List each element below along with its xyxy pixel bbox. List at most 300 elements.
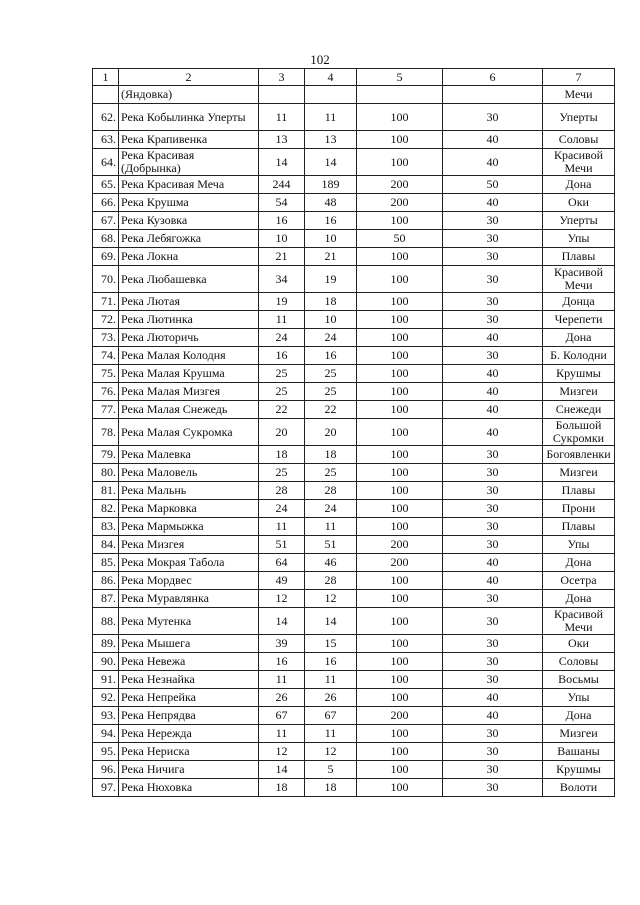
column-header: 4: [305, 69, 357, 86]
river-name: Река Мутенка: [119, 608, 259, 635]
river-mouth: Богоявленки: [543, 446, 615, 464]
cell-col6: 30: [443, 230, 543, 248]
cell-col4: 28: [305, 482, 357, 500]
row-number: 71.: [93, 293, 119, 311]
river-name: Река Невежа: [119, 653, 259, 671]
river-name: Река Малая Колодня: [119, 347, 259, 365]
cell-col6: 30: [443, 446, 543, 464]
cell-col4: 16: [305, 653, 357, 671]
cell-col4: 24: [305, 329, 357, 347]
cell-col3: 25: [259, 383, 305, 401]
row-number: 72.: [93, 311, 119, 329]
cell-col5: 100: [357, 608, 443, 635]
cell-col3: 16: [259, 212, 305, 230]
cell-col3: 13: [259, 131, 305, 149]
river-name: Река Непрейка: [119, 689, 259, 707]
cell-col6: 30: [443, 725, 543, 743]
river-mouth: Плавы: [543, 518, 615, 536]
river-mouth: Оки: [543, 635, 615, 653]
row-number: 68.: [93, 230, 119, 248]
row-number: 75.: [93, 365, 119, 383]
row-number: 73.: [93, 329, 119, 347]
row-number: 80.: [93, 464, 119, 482]
cell-col4: 24: [305, 500, 357, 518]
cell-col5: 100: [357, 464, 443, 482]
river-mouth: Оки: [543, 194, 615, 212]
cell-col6: 30: [443, 635, 543, 653]
river-name: Река Малая Снежедь: [119, 401, 259, 419]
row-number: 83.: [93, 518, 119, 536]
cell-col4: 14: [305, 608, 357, 635]
table-row: [93, 293, 615, 311]
cell-col6: 30: [443, 266, 543, 293]
table-row: [93, 653, 615, 671]
river-name: Река Незнайка: [119, 671, 259, 689]
river-mouth: Красивой Мечи: [543, 608, 615, 635]
table-row: [93, 482, 615, 500]
cell-col3: 22: [259, 401, 305, 419]
cell-col3: 28: [259, 482, 305, 500]
continuation-row: [93, 86, 615, 104]
river-name: Река Мышега: [119, 635, 259, 653]
river-name: Река Нережда: [119, 725, 259, 743]
header-row: [93, 69, 615, 86]
river-mouth: Плавы: [543, 248, 615, 266]
cell-col4: 22: [305, 401, 357, 419]
cell-col4: 18: [305, 446, 357, 464]
cell-col5: 100: [357, 419, 443, 446]
river-name: (Яндовка): [119, 86, 259, 104]
row-number: 92.: [93, 689, 119, 707]
river-mouth: Упы: [543, 230, 615, 248]
river-mouth: Дона: [543, 554, 615, 572]
river-mouth: Мизгеи: [543, 383, 615, 401]
cell-col4: 21: [305, 248, 357, 266]
river-name: Река Кузовка: [119, 212, 259, 230]
cell-col5: 100: [357, 725, 443, 743]
river-mouth: Плавы: [543, 482, 615, 500]
cell-col6: 40: [443, 131, 543, 149]
cell-col5: 200: [357, 707, 443, 725]
river-mouth: Соловы: [543, 131, 615, 149]
cell-col6: 40: [443, 194, 543, 212]
river-mouth: Мизгеи: [543, 725, 615, 743]
row-number: 82.: [93, 500, 119, 518]
row-number: 62.: [93, 104, 119, 131]
cell-col6: 30: [443, 482, 543, 500]
cell-col6: 30: [443, 518, 543, 536]
row-number: 66.: [93, 194, 119, 212]
cell-col5: 100: [357, 131, 443, 149]
cell-col6: 40: [443, 329, 543, 347]
cell-col6: 30: [443, 293, 543, 311]
table-row: [93, 689, 615, 707]
cell-col5: 100: [357, 653, 443, 671]
cell-col6: 40: [443, 365, 543, 383]
cell-col4: 189: [305, 176, 357, 194]
river-mouth: Волоти: [543, 779, 615, 797]
cell-col3: 24: [259, 500, 305, 518]
cell-col6: 40: [443, 572, 543, 590]
row-number: 93.: [93, 707, 119, 725]
river-name: Река Марковка: [119, 500, 259, 518]
cell-col3: 16: [259, 653, 305, 671]
river-mouth: Черепети: [543, 311, 615, 329]
cell-col6: 30: [443, 311, 543, 329]
table-row: [93, 248, 615, 266]
row-number: 87.: [93, 590, 119, 608]
table-body: [93, 86, 615, 797]
cell-col5: 100: [357, 365, 443, 383]
table-row: [93, 104, 615, 131]
cell-col5: 100: [357, 293, 443, 311]
cell-col3: 20: [259, 419, 305, 446]
cell-col4: 14: [305, 149, 357, 176]
cell-col3: 24: [259, 329, 305, 347]
cell-col3: 25: [259, 464, 305, 482]
cell-col6: 30: [443, 779, 543, 797]
cell-col4: 11: [305, 725, 357, 743]
row-number: 95.: [93, 743, 119, 761]
cell-col3: 67: [259, 707, 305, 725]
river-name: Река Ничига: [119, 761, 259, 779]
table-row: [93, 194, 615, 212]
cell-col4: 16: [305, 347, 357, 365]
table-row: [93, 311, 615, 329]
cell-col5: 200: [357, 536, 443, 554]
table-row: [93, 212, 615, 230]
river-mouth: Восьмы: [543, 671, 615, 689]
river-mouth: Упы: [543, 536, 615, 554]
cell-col4: 51: [305, 536, 357, 554]
column-header: 7: [543, 69, 615, 86]
river-name: Река Мордвес: [119, 572, 259, 590]
cell-col6: 40: [443, 419, 543, 446]
cell-col4: 18: [305, 293, 357, 311]
row-number: 64.: [93, 149, 119, 176]
cell-col4: 13: [305, 131, 357, 149]
row-number: 94.: [93, 725, 119, 743]
page-number: 102: [310, 52, 330, 67]
river-name: Река Нериска: [119, 743, 259, 761]
river-mouth: Дона: [543, 590, 615, 608]
river-name: Река Малевка: [119, 446, 259, 464]
cell-col3: 18: [259, 446, 305, 464]
cell-col6: 30: [443, 590, 543, 608]
cell-col6: 50: [443, 176, 543, 194]
row-number: 78.: [93, 419, 119, 446]
row-number: 96.: [93, 761, 119, 779]
cell-col6: 30: [443, 743, 543, 761]
cell-col5: 100: [357, 149, 443, 176]
cell-col6: 40: [443, 689, 543, 707]
cell-col6: 30: [443, 248, 543, 266]
cell-col5: 100: [357, 104, 443, 131]
river-mouth: Осетра: [543, 572, 615, 590]
river-name: Река Мокрая Табола: [119, 554, 259, 572]
river-name: Река Малая Сукромка: [119, 419, 259, 446]
river-name: Река Нюховка: [119, 779, 259, 797]
table-row: [93, 383, 615, 401]
row-number: 65.: [93, 176, 119, 194]
row-number: 69.: [93, 248, 119, 266]
river-mouth: Дона: [543, 707, 615, 725]
table-row: [93, 635, 615, 653]
cell-col6: 30: [443, 500, 543, 518]
cell-col5: 200: [357, 554, 443, 572]
cell-col6: 30: [443, 212, 543, 230]
table-row: [93, 554, 615, 572]
cell-col3: 244: [259, 176, 305, 194]
table-row: [93, 446, 615, 464]
cell-col6: 40: [443, 383, 543, 401]
cell-col3: 11: [259, 725, 305, 743]
cell-col3: 11: [259, 311, 305, 329]
table-row: [93, 500, 615, 518]
cell-col5: 100: [357, 347, 443, 365]
cell-col5: 100: [357, 446, 443, 464]
cell-col5: 200: [357, 176, 443, 194]
cell-col4: 48: [305, 194, 357, 212]
cell-col5: 100: [357, 572, 443, 590]
river-name: Река Любашевка: [119, 266, 259, 293]
cell-col3: 39: [259, 635, 305, 653]
river-mouth: Крушмы: [543, 365, 615, 383]
cell-col5: 200: [357, 194, 443, 212]
cell-col3: 26: [259, 689, 305, 707]
cell-col3: 54: [259, 194, 305, 212]
cell-col5: 100: [357, 212, 443, 230]
cell-col3: 19: [259, 293, 305, 311]
river-name: Река Лебягожка: [119, 230, 259, 248]
river-name: Река Лютая: [119, 293, 259, 311]
cell-col3: 16: [259, 347, 305, 365]
row-number: 79.: [93, 446, 119, 464]
table-row: [93, 725, 615, 743]
cell-col4: 25: [305, 464, 357, 482]
table-row: [93, 329, 615, 347]
river-mouth: Прони: [543, 500, 615, 518]
river-name: Река Мальнь: [119, 482, 259, 500]
river-mouth: Вашаны: [543, 743, 615, 761]
table-row: [93, 230, 615, 248]
cell-col5: 50: [357, 230, 443, 248]
cell-col4: 11: [305, 104, 357, 131]
cell-col3: 64: [259, 554, 305, 572]
cell-col3: [259, 86, 305, 104]
cell-col3: 25: [259, 365, 305, 383]
river-name: Река Мизгея: [119, 536, 259, 554]
cell-col5: 100: [357, 635, 443, 653]
river-mouth: Донца: [543, 293, 615, 311]
river-mouth: Дона: [543, 176, 615, 194]
table-row: [93, 572, 615, 590]
cell-col5: 100: [357, 671, 443, 689]
table-row: [93, 464, 615, 482]
table-row: [93, 671, 615, 689]
cell-col3: 34: [259, 266, 305, 293]
river-name: Река Локна: [119, 248, 259, 266]
cell-col5: 100: [357, 248, 443, 266]
table-row: [93, 347, 615, 365]
river-mouth: Б. Колодни: [543, 347, 615, 365]
cell-col4: 12: [305, 590, 357, 608]
table-row: [93, 419, 615, 446]
cell-col5: 100: [357, 518, 443, 536]
row-number: 81.: [93, 482, 119, 500]
river-mouth: Большой Сукромки: [543, 419, 615, 446]
cell-col4: 12: [305, 743, 357, 761]
cell-col5: [357, 86, 443, 104]
cell-col4: 15: [305, 635, 357, 653]
river-name: Река Красивая (Добрынка): [119, 149, 259, 176]
row-number: 91.: [93, 671, 119, 689]
row-number: 85.: [93, 554, 119, 572]
cell-col3: 12: [259, 743, 305, 761]
river-name: Река Люторичь: [119, 329, 259, 347]
river-name: Река Малая Крушма: [119, 365, 259, 383]
table-row: [93, 608, 615, 635]
cell-col5: 100: [357, 383, 443, 401]
river-mouth: Крушмы: [543, 761, 615, 779]
table-row: [93, 536, 615, 554]
river-name: Река Муравлянка: [119, 590, 259, 608]
cell-col3: 14: [259, 761, 305, 779]
cell-col5: 100: [357, 761, 443, 779]
table-row: [93, 743, 615, 761]
cell-col6: 40: [443, 401, 543, 419]
table-row: [93, 707, 615, 725]
river-mouth: Уперты: [543, 212, 615, 230]
cell-col4: 67: [305, 707, 357, 725]
river-name: Река Красивая Меча: [119, 176, 259, 194]
river-mouth: Мизгеи: [543, 464, 615, 482]
cell-col3: 10: [259, 230, 305, 248]
river-mouth: Красивой Мечи: [543, 266, 615, 293]
row-number: 97.: [93, 779, 119, 797]
cell-col5: 100: [357, 401, 443, 419]
cell-col3: 18: [259, 779, 305, 797]
river-name: Река Крушма: [119, 194, 259, 212]
column-header: 3: [259, 69, 305, 86]
cell-col4: 10: [305, 230, 357, 248]
table-row: [93, 401, 615, 419]
cell-col4: [305, 86, 357, 104]
cell-col4: 20: [305, 419, 357, 446]
cell-col4: 19: [305, 266, 357, 293]
row-number: 74.: [93, 347, 119, 365]
river-mouth: Соловы: [543, 653, 615, 671]
river-name: Река Мармыжка: [119, 518, 259, 536]
river-name: Река Непрядва: [119, 707, 259, 725]
row-number: 70.: [93, 266, 119, 293]
cell-col3: 51: [259, 536, 305, 554]
cell-col3: 14: [259, 608, 305, 635]
river-mouth: Упы: [543, 689, 615, 707]
cell-col3: 49: [259, 572, 305, 590]
river-mouth: Мечи: [543, 86, 615, 104]
cell-col6: 30: [443, 347, 543, 365]
row-number: [93, 86, 119, 104]
cell-col4: 16: [305, 212, 357, 230]
cell-col4: 10: [305, 311, 357, 329]
river-name: Река Кобылинка Уперты: [119, 104, 259, 131]
row-number: 90.: [93, 653, 119, 671]
cell-col5: 100: [357, 266, 443, 293]
cell-col4: 5: [305, 761, 357, 779]
cell-col4: 25: [305, 365, 357, 383]
table-row: [93, 266, 615, 293]
cell-col6: 30: [443, 761, 543, 779]
column-header: 5: [357, 69, 443, 86]
row-number: 76.: [93, 383, 119, 401]
cell-col5: 100: [357, 311, 443, 329]
table-row: [93, 176, 615, 194]
table-row: [93, 590, 615, 608]
river-name: Река Лютинка: [119, 311, 259, 329]
river-name: Река Маловель: [119, 464, 259, 482]
cell-col5: 100: [357, 590, 443, 608]
table-row: [93, 518, 615, 536]
cell-col6: [443, 86, 543, 104]
cell-col6: 30: [443, 653, 543, 671]
row-number: 77.: [93, 401, 119, 419]
cell-col5: 100: [357, 329, 443, 347]
cell-col5: 100: [357, 779, 443, 797]
cell-col6: 30: [443, 671, 543, 689]
table-row: [93, 761, 615, 779]
cell-col6: 30: [443, 464, 543, 482]
river-mouth: Уперты: [543, 104, 615, 131]
row-number: 63.: [93, 131, 119, 149]
cell-col3: 11: [259, 518, 305, 536]
cell-col4: 25: [305, 383, 357, 401]
cell-col5: 100: [357, 743, 443, 761]
cell-col6: 40: [443, 707, 543, 725]
cell-col3: 21: [259, 248, 305, 266]
cell-col3: 12: [259, 590, 305, 608]
column-header: 6: [443, 69, 543, 86]
cell-col6: 30: [443, 608, 543, 635]
table-row: [93, 365, 615, 383]
row-number: 88.: [93, 608, 119, 635]
rivers-table: [92, 68, 615, 797]
table-row: [93, 149, 615, 176]
river-mouth: Снежеди: [543, 401, 615, 419]
row-number: 84.: [93, 536, 119, 554]
river-mouth: Дона: [543, 329, 615, 347]
row-number: 86.: [93, 572, 119, 590]
cell-col4: 18: [305, 779, 357, 797]
table-row: [93, 779, 615, 797]
river-name: Река Малая Мизгея: [119, 383, 259, 401]
cell-col4: 26: [305, 689, 357, 707]
river-mouth: Красивой Мечи: [543, 149, 615, 176]
cell-col5: 100: [357, 482, 443, 500]
cell-col4: 28: [305, 572, 357, 590]
cell-col4: 11: [305, 518, 357, 536]
cell-col6: 40: [443, 554, 543, 572]
cell-col5: 100: [357, 689, 443, 707]
column-header: 1: [93, 69, 119, 86]
cell-col5: 100: [357, 500, 443, 518]
river-name: Река Крапивенка: [119, 131, 259, 149]
cell-col3: 11: [259, 671, 305, 689]
column-header: 2: [119, 69, 259, 86]
cell-col3: 11: [259, 104, 305, 131]
cell-col3: 14: [259, 149, 305, 176]
row-number: 89.: [93, 635, 119, 653]
